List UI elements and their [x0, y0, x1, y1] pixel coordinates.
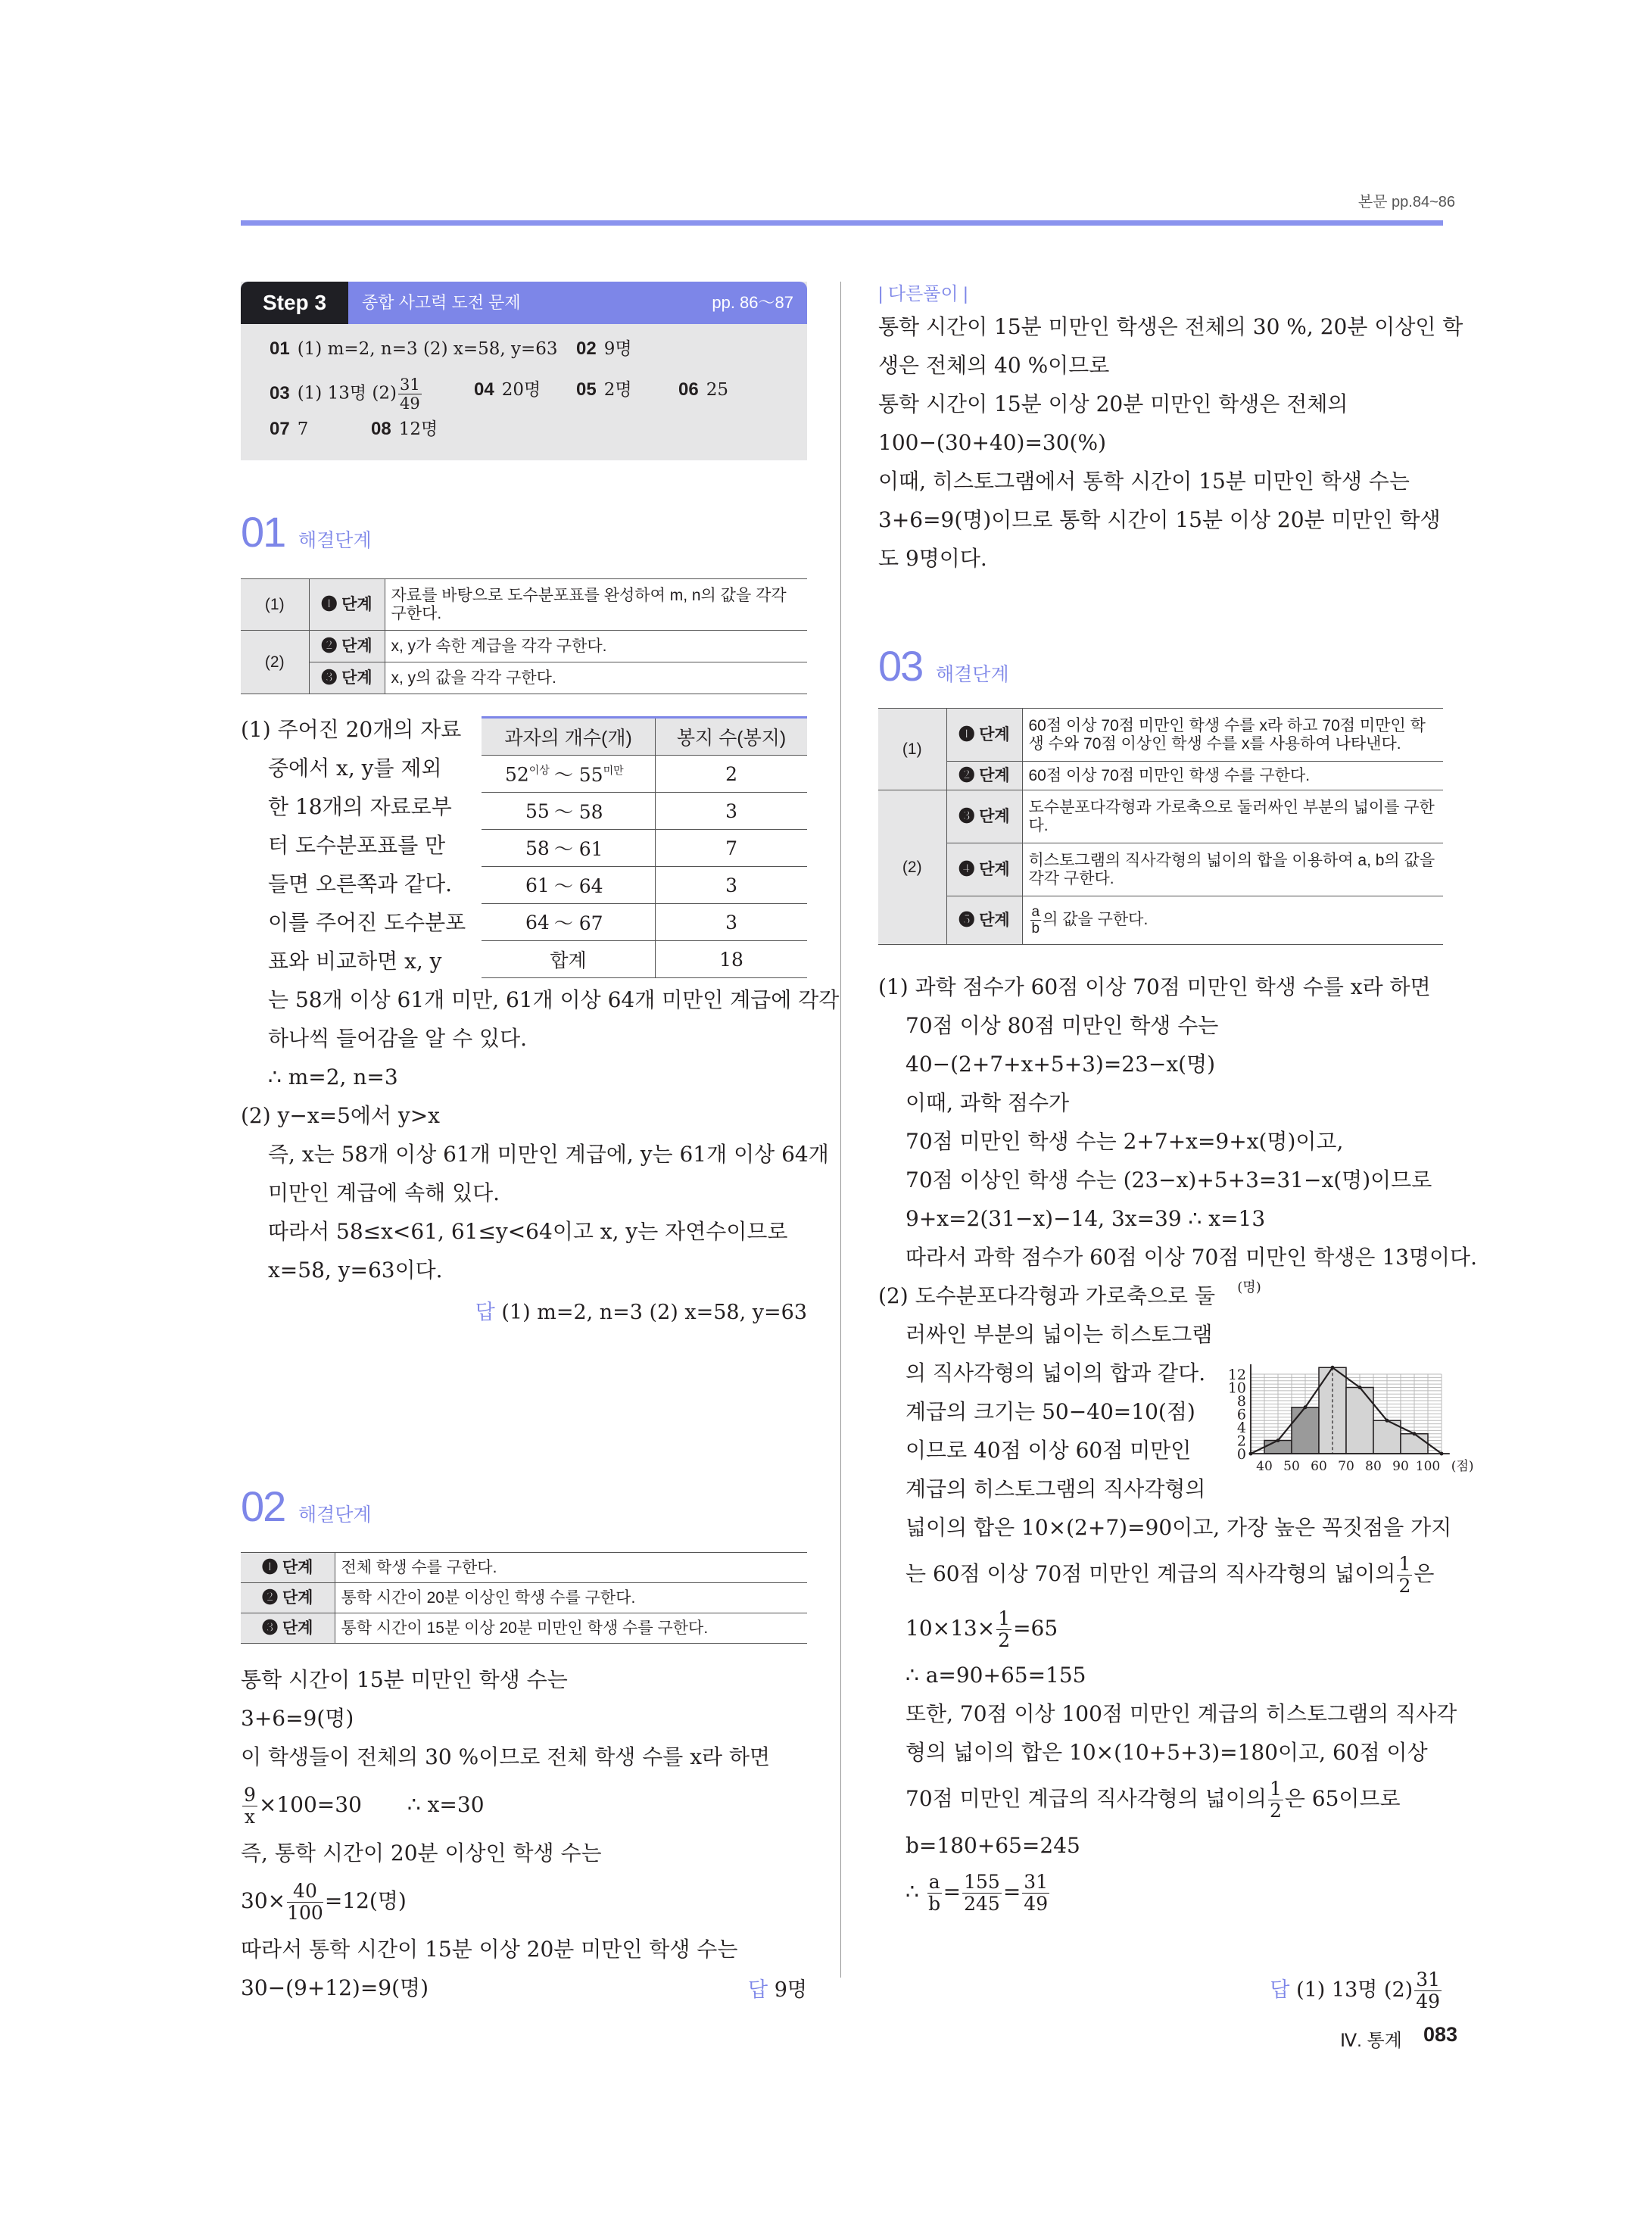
table-row: 58 ～ 61 7	[482, 830, 807, 867]
step3-pages: pp. 86～87	[712, 293, 793, 312]
answer-08: 08 12명	[371, 419, 438, 439]
polygon-point	[1276, 1439, 1280, 1442]
polygon-point	[1304, 1405, 1308, 1409]
step3-answer-box	[241, 282, 807, 460]
part-1: (1)	[878, 709, 946, 790]
x-tick-label: 40	[1256, 1459, 1273, 1474]
column-divider	[840, 282, 841, 1978]
section-03-solution-part2: (2) 도수분포다각형과 가로축으로 둘 러싸인 부분의 넓이는 히스토그램 의 직사각형의 넓이의 합과 같다. 계급의 크기는 50−40=10(점) 이므로 40점 이상 60점 미만인 계급의 히스토그램의 직사각형의 넓이의 합은 10×(2+7)=90이고, 가장 높은 꼭짓점을 가지 는 60점 이상 70점 미만인 계급의 직사각형의 넓이의 $\frac{1}{2}$ 은 10×13× $\frac{1}{2}$ =65 ∴ a=90+65=155 또한, 70점 이상 100점 미만인 계급의 히스토그램의 직사각 형의 넓이의 합은 10×(10+5+3)=180이고, 60점 이상 70점 미만인 계급의 직사각형의 넓이의 $\frac{1}{2}$ 은 65이므로 b=180+65=245 ∴ $\frac{a}{b}$ = $\frac{155}{245}$ = $\frac{31}{49}$	[878, 1283, 1457, 1915]
section-01-number: 01	[241, 508, 285, 556]
x-tick-label: 80	[1365, 1459, 1382, 1474]
section-02-answer: 답 9명	[748, 1978, 807, 2002]
section-02-number: 02	[241, 1482, 285, 1530]
footer-chapter: Ⅳ. 통계	[1340, 2031, 1402, 2051]
y-tick-label: 4	[1236, 1420, 1246, 1436]
polygon-point	[1385, 1419, 1389, 1423]
step-5: ❺ 단계	[946, 896, 1022, 945]
table-row: 61 ～ 64 3	[482, 867, 807, 904]
section-01-solution-body: 는 58개 이상 61개 미만, 61개 이상 64개 미만인 계급에 각각 하나씩 들어감을 알 수 있다. ∴ m=2, n=3 (2) y−x=5에서 y>x 즉, x는 58개 이상 61개 미만인 계급에, y는 61개 이상 64개 미만인 계급에 속해 있다. 따라서 58≤x<61, 61≤y<64이고 x, y는 자연수이므로 x=58, y=63이다.	[241, 987, 840, 1283]
histogram-bar	[1292, 1407, 1319, 1454]
answer-07: 07 7	[270, 419, 309, 439]
x-tick-label: 90	[1392, 1459, 1409, 1474]
section-01-solution-intro: (1) 주어진 20개의 자료 중에서 x, y를 제외 한 18개의 자료로부 터 도수분포표를 만 들면 오른쪽과 같다. 이를 주어진 도수분포 표와 비교하면 x, y	[241, 717, 466, 974]
polygon-point	[1331, 1366, 1335, 1370]
x-tick-label: 50	[1283, 1459, 1300, 1474]
step-1: ❶ 단계	[309, 579, 385, 631]
answer-02: 02 9명	[576, 338, 632, 359]
x-tick-label: 70	[1338, 1459, 1354, 1474]
y-tick-label: 10	[1227, 1379, 1246, 1397]
frequency-table	[482, 716, 807, 978]
histogram-chart	[1220, 1278, 1474, 1485]
answer-06: 06 25	[678, 379, 728, 400]
step3-header	[241, 282, 807, 324]
step-2: ❷ 단계	[309, 631, 385, 662]
section-03-solution-part1: (1) 과학 점수가 60점 이상 70점 미만인 학생 수를 x라 하면 70점 이상 80점 미만인 학생 수는 40−(2+7+x+5+3)=23−x(명) 이때, 과학 점수가 70점 미만인 학생 수는 2+7+x=9+x(명)이고, 70점 이상인 학생 수는 (23−x)+5+3=31−x(명)이므로 9+x=2(31−x)−14, 3x=39 ∴ x=13 따라서 과학 점수가 60점 이상 70점 미만인 학생은 13명이다.	[878, 974, 1478, 1270]
part-2: (2)	[878, 790, 946, 945]
table-row: $52^{이상}$ ～ $55^{미만}$ 2	[482, 756, 807, 793]
step-5-text: $\frac{a}{b}$ 의 값을 구한다.	[1022, 896, 1443, 945]
answer-04: 04 20명	[474, 379, 541, 400]
page-number: 083	[1423, 2023, 1458, 2046]
answer-03: 03 (1) 13명 (2) $\frac{31}{49}$	[270, 376, 420, 413]
step-1: ❶ 단계	[241, 1553, 335, 1583]
top-rule	[241, 220, 1443, 226]
step3-title: 종합 사고력 도전 문제	[362, 293, 521, 312]
step-2: ❷ 단계	[241, 1583, 335, 1613]
y-tick-label: 8	[1236, 1393, 1246, 1410]
step-3-text: 통학 시간이 15분 이상 20분 미만인 학생 수를 구한다.	[335, 1613, 807, 1644]
part-2: (2)	[241, 631, 309, 694]
histogram-bar	[1264, 1441, 1292, 1454]
y-tick-label: 12	[1227, 1367, 1246, 1383]
step-1-text: 전체 학생 수를 구한다.	[335, 1553, 807, 1583]
x-tick-label: 100	[1415, 1459, 1441, 1474]
alt-solution: 통학 시간이 15분 미만인 학생은 전체의 30 %, 20분 이상인 학 생은 전체의 40 %이므로 통학 시간이 15분 이상 20분 미만인 학생은 전체의 100−(30+40)=30(%) 이때, 히스토그램에서 통학 시간이 15분 미만인 학생 수는 3+6=9(명)이므로 통학 시간이 15분 이상 20분 미만인 학생 도 9명이다.	[878, 314, 1463, 571]
section-03-number: 03	[878, 642, 923, 690]
step-2: ❷ 단계	[946, 762, 1022, 790]
section-02-label: 해결단계	[298, 1504, 372, 1526]
answer-05: 05 2명	[576, 379, 632, 400]
step-1-text: 자료를 바탕으로 도수분포표를 완성하여 m, n의 값을 각각 구한다.	[385, 579, 807, 631]
y-tick-label: 6	[1236, 1406, 1246, 1423]
step-3: ❸ 단계	[946, 790, 1022, 843]
step-1-text: 60점 이상 70점 미만인 학생 수를 x라 하고 70점 미만인 학생 수와 70점 이상인 학생 수를 x를 사용하여 나타낸다.	[1022, 709, 1443, 762]
step-3: ❸ 단계	[241, 1613, 335, 1644]
answer-01: 01 (1) m=2, n=3 (2) x=58, y=63	[270, 338, 558, 359]
table-row: 64 ～ 67 3	[482, 904, 807, 941]
section-03-steps-table	[878, 708, 1443, 945]
section-03-label: 해결단계	[936, 664, 1009, 685]
freq-header-bags: 봉지 수(봉지)	[656, 718, 807, 756]
step-4: ❹ 단계	[946, 843, 1022, 896]
step-2-text: x, y가 속한 계급을 각각 구한다.	[385, 631, 807, 662]
y-tick-label: 2	[1236, 1432, 1246, 1450]
histogram-bar	[1401, 1434, 1428, 1454]
section-01-answer: 답 (1) m=2, n=3 (2) x=58, y=63	[475, 1301, 807, 1324]
polygon-point	[1413, 1432, 1417, 1435]
freq-header-count: 과자의 개수(개)	[482, 718, 656, 756]
step-2-text: 통학 시간이 20분 이상인 학생 수를 구한다.	[335, 1583, 807, 1613]
step3-tab: Step 3	[241, 282, 348, 324]
histogram-bar	[1346, 1388, 1373, 1454]
step-3-text: 도수분포다각형과 가로축으로 둘러싸인 부분의 넓이를 구한다.	[1022, 790, 1443, 843]
step-3: ❸ 단계	[309, 662, 385, 694]
polygon-point	[1358, 1386, 1362, 1389]
y-axis-unit: (명)	[1237, 1280, 1261, 1295]
step-1: ❶ 단계	[946, 709, 1022, 762]
section-01-label: 해결단계	[298, 530, 372, 551]
x-axis-unit: (점)	[1451, 1459, 1474, 1474]
table-row-total: 합계 18	[482, 941, 807, 978]
section-03-answer: 답 (1) 13명 (2) $\frac{31}{49}$	[1270, 1968, 1440, 2012]
x-tick-label: 60	[1311, 1459, 1327, 1474]
section-01-steps-table	[241, 578, 807, 694]
section-02-solution: 통학 시간이 15분 미만인 학생 수는 3+6=9(명) 이 학생들이 전체의 30 %이므로 전체 학생 수를 x라 하면 $\frac{9}{x}$ ×100=30 ∴ x=30 즉, 통학 시간이 20분 이상인 학생 수는 30× $\frac{40}{100}$ =12(명) 따라서 통학 시간이 15분 이상 20분 미만인 학생 수는 30−(9+12)=9(명)	[241, 1667, 771, 2000]
step-3-text: x, y의 값을 각각 구한다.	[385, 662, 807, 694]
step-2-text: 60점 이상 70점 미만인 학생 수를 구한다.	[1022, 762, 1443, 790]
page-reference: 본문 pp.84~86	[1357, 194, 1455, 210]
alt-solution-tag: | 다른풀이 |	[878, 284, 968, 304]
y-tick-label: 0	[1236, 1446, 1246, 1463]
part-1: (1)	[241, 579, 309, 631]
section-02-steps-table	[241, 1552, 807, 1644]
table-row: 55 ～ 58 3	[482, 793, 807, 830]
step-4-text: 히스토그램의 직사각형의 넓이의 합을 이용하여 a, b의 값을 각각 구한다.	[1022, 843, 1443, 896]
